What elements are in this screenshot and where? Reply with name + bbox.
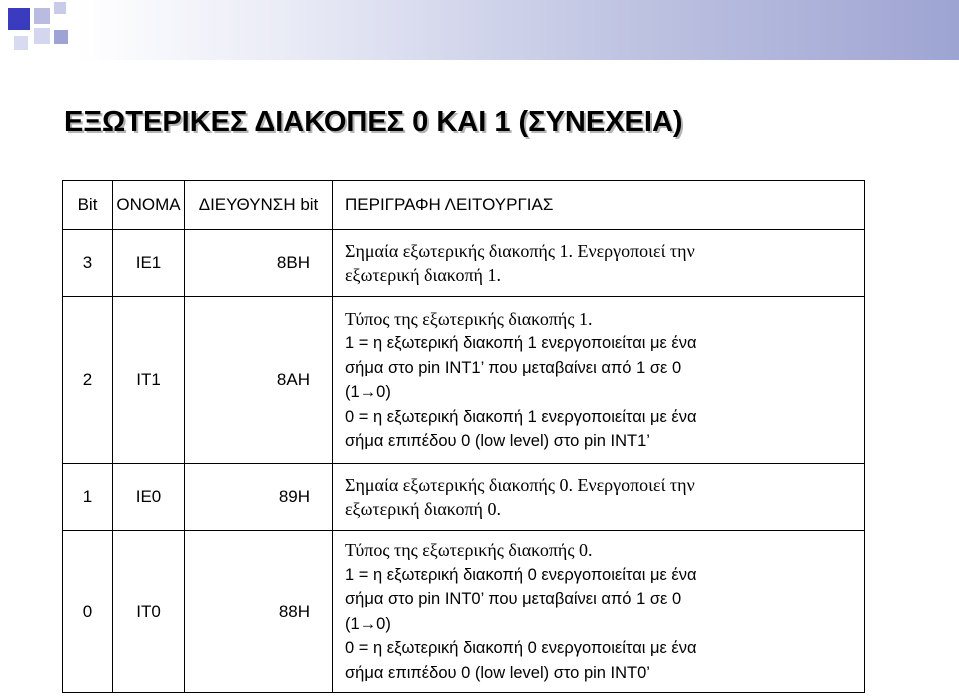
description-line: σήμα στο pin INT1’ που μεταβαίνει από 1 σε 0	[345, 358, 682, 377]
description-cell	[333, 464, 865, 531]
table-row	[63, 531, 865, 693]
description-line: σήμα στο pin INT0’ που μεταβαίνει από 1 σε 0	[345, 590, 682, 608]
bit-cell: 3	[63, 230, 113, 297]
address-cell: 88H	[185, 531, 333, 693]
bit-cell: 1	[63, 464, 113, 531]
header-cell: ΠΕΡΙΓΡΑΦΗ ΛΕΙΤΟΥΡΓΙΑΣ	[333, 181, 865, 230]
name-cell: IT0	[113, 531, 185, 693]
description-line: 0 = η εξωτερική διακοπή 1 ενεργοποιείται με ένα	[345, 407, 697, 426]
table-row	[63, 464, 865, 531]
description-line: (1→0)	[345, 383, 391, 401]
description-line: Σημαία εξωτερικής διακοπής 0. Ενεργοποιεί την	[345, 474, 695, 495]
bit-cell: 2	[63, 297, 113, 464]
slide-title: ΕΞΩΤΕΡΙΚΕΣ ΔΙΑΚΟΠΕΣ 0 ΚΑΙ 1 (ΣΥΝΕΧΕΙΑ)	[64, 106, 683, 138]
header-cell: ΟΝΟΜΑ	[113, 181, 185, 230]
table-row	[63, 297, 865, 464]
name-cell: IT1	[113, 297, 185, 464]
table-row	[63, 230, 865, 297]
description-line: 1 = η εξωτερική διακοπή 1 ενεργοποιείται με ένα	[345, 334, 697, 352]
description-line: Τύπος της εξωτερικής διακοπής 0.	[345, 540, 593, 560]
description-line: Σημαία εξωτερικής διακοπής 1. Ενεργοποιεί την	[345, 240, 695, 261]
name-cell: IE0	[113, 464, 185, 531]
description-line: εξωτερική διακοπή 1.	[345, 265, 501, 285]
description-line: 1 = η εξωτερική διακοπή 0 ενεργοποιείται με ένα	[345, 565, 697, 584]
header-cell: ΔΙΕΥΘΥΝΣΗ bit	[185, 181, 333, 230]
header-cell: Bit	[63, 181, 113, 230]
address-cell: 8BH	[185, 230, 333, 297]
bit-cell: 0	[63, 531, 113, 693]
address-cell: 8AH	[185, 297, 333, 464]
table-header-row	[63, 181, 865, 230]
description-line: σήμα επιπέδου 0 (low level) στο pin INT1’	[345, 432, 650, 450]
description-cell	[333, 230, 865, 297]
address-cell: 89H	[185, 464, 333, 531]
description-line: εξωτερική διακοπή 0.	[345, 499, 501, 519]
description-cell	[333, 531, 865, 693]
description-cell	[333, 297, 865, 464]
description-line: 0 = η εξωτερική διακοπή 0 ενεργοποιείται με ένα	[345, 639, 697, 657]
name-cell: IE1	[113, 230, 185, 297]
description-line: (1→0)	[345, 614, 391, 633]
slide-header-bar	[0, 0, 959, 60]
description-line: Τύπος της εξωτερικής διακοπής 1.	[345, 308, 593, 329]
register-table	[62, 180, 865, 693]
description-line: σήμα επιπέδου 0 (low level) στο pin INT0’	[345, 663, 650, 682]
